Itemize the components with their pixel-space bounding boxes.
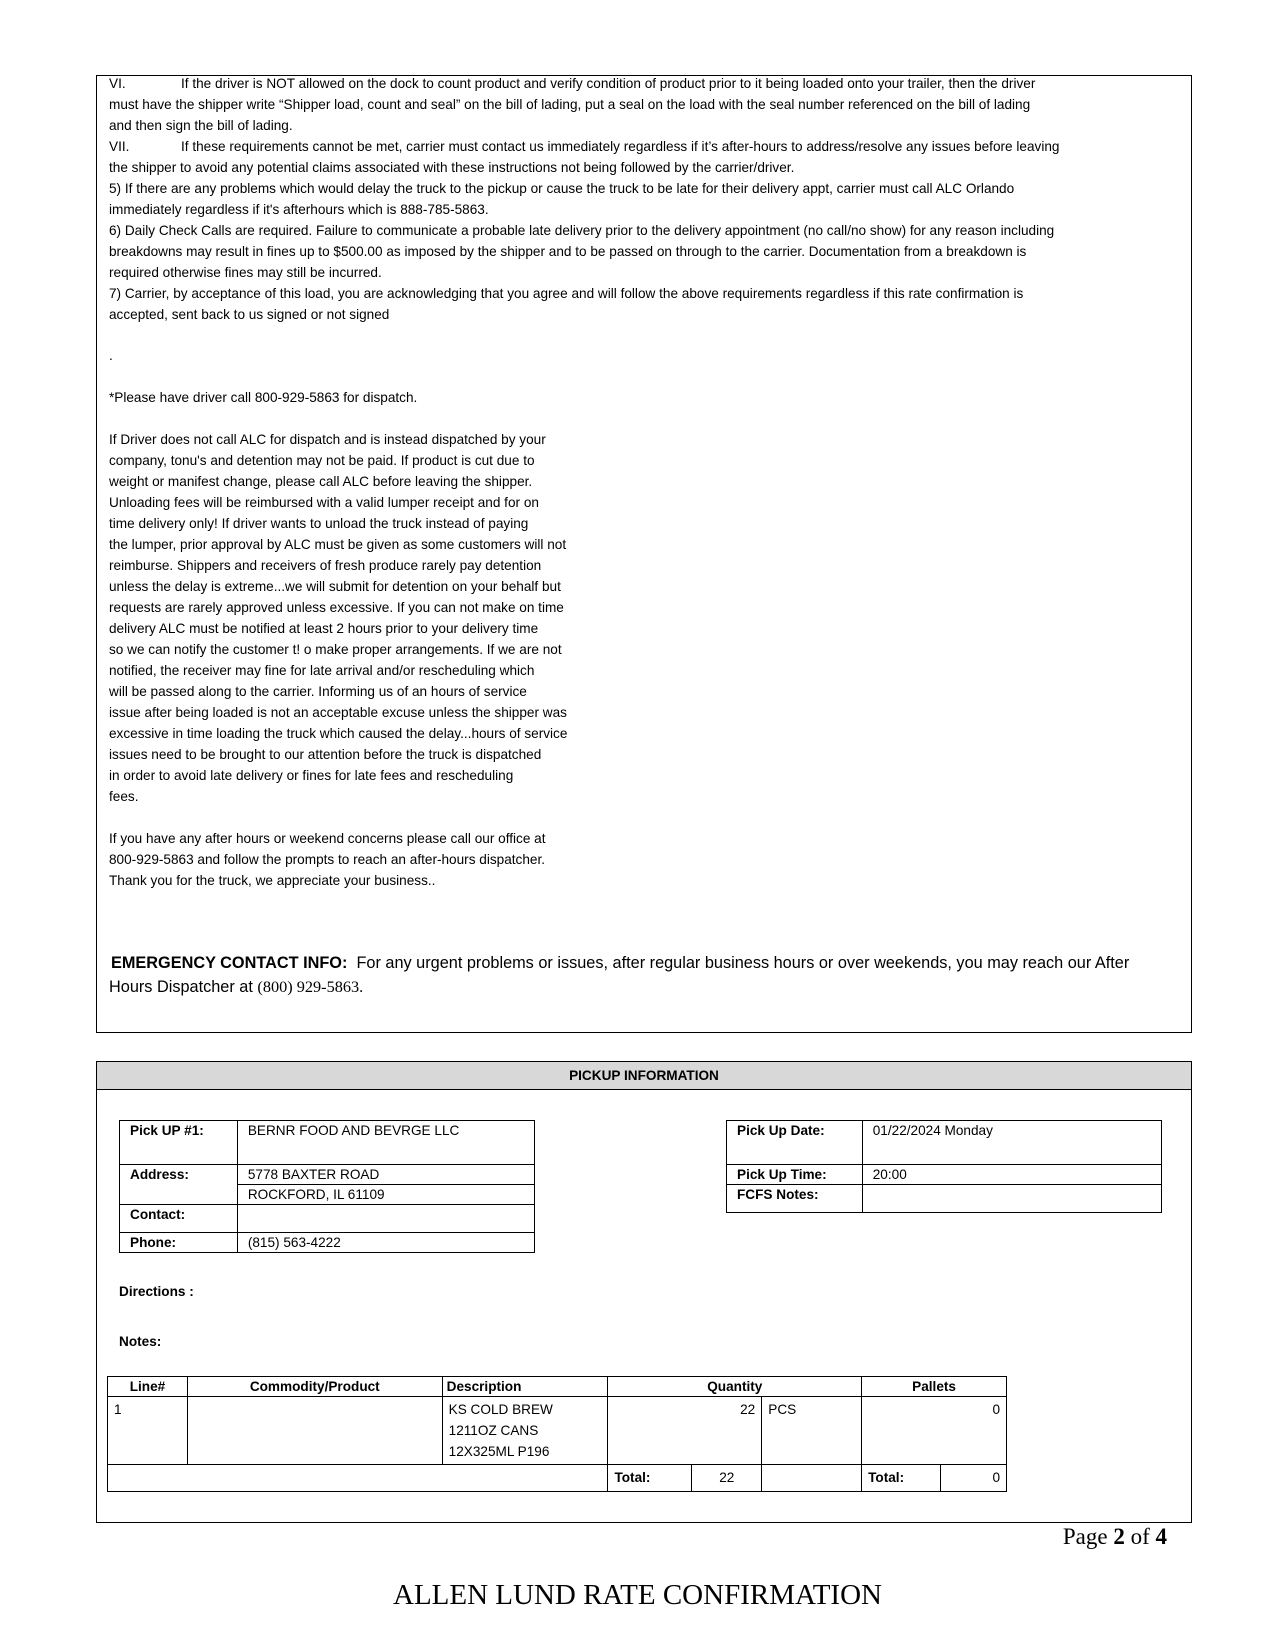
driver-note-line: unless the delay is extreme...we will submit for detention on your behalf but [109, 579, 561, 594]
fcfs-notes-value [862, 1185, 1161, 1213]
driver-note-line: delivery ALC must be notified at least 2 hours prior to your delivery time [109, 621, 539, 636]
pallets-total: 0 [941, 1465, 1007, 1492]
driver-note-line: company, tonu's and detention may not be paid. If product is cut due to [109, 453, 535, 468]
driver-note-line: fees. [109, 789, 139, 804]
driver-note-line: the lumper, prior approval by ALC must be given as some customers will not [109, 537, 567, 552]
col-description-header: Description [442, 1377, 608, 1397]
emergency-contact-label: EMERGENCY CONTACT INFO: [111, 954, 348, 972]
pickup-location-table [119, 1120, 535, 1253]
driver-note-line: will be passed along to the carrier. Informing us of an hours of service [109, 684, 527, 699]
term-vii-line1: VII. If these requirements cannot be met, carrier must contact us immediately regardless if it’s after-hours to address/resolve any issues before leaving [109, 139, 1060, 154]
term-6-line3: required otherwise fines may still be incurred. [109, 265, 382, 280]
total-pages: 4 [1155, 1524, 1167, 1549]
emergency-contact-line1: EMERGENCY CONTACT INFO: For any urgent problems or issues, after regular business hours or over weekends, you may reach our After [111, 954, 1130, 972]
commodity-table [107, 1376, 1007, 1492]
after-hours-line: Thank you for the truck, we appreciate your business.. [109, 873, 436, 888]
pickup-time-value: 20:00 [862, 1165, 1161, 1185]
driver-note-line: in order to avoid late delivery or fines for late fees and rescheduling [109, 768, 514, 783]
pickup-date-value: 01/22/2024 Monday [862, 1121, 1161, 1165]
driver-note-line: excessive in time loading the truck which caused the delay...hours of service [109, 726, 568, 741]
after-hours-line: 800-929-5863 and follow the prompts to reach an after-hours dispatcher. [109, 852, 546, 867]
quantity-total: 22 [692, 1465, 762, 1492]
driver-note-line: weight or manifest change, please call ALC before leaving the shipper. [109, 474, 533, 489]
driver-note-line: If Driver does not call ALC for dispatch and is instead dispatched by your [109, 432, 546, 447]
emergency-phone: (800) 929-5863 [257, 977, 360, 996]
col-commodity-header: Commodity/Product [187, 1377, 442, 1397]
pickup-information-section [96, 1061, 1192, 1523]
driver-note-line: reimburse. Shippers and receivers of fresh produce rarely pay detention [109, 558, 542, 573]
term-vi-line2: must have the shipper write “Shipper load, count and seal” on the bill of lading, put a seal on the load with the seal number referenced on the bill of lading [109, 97, 1031, 112]
row-quantity-unit: PCS [762, 1397, 862, 1465]
term-vi-line3: and then sign the bill of lading. [109, 118, 293, 133]
address-label: Address: [120, 1165, 238, 1185]
driver-note-line: requests are rarely approved unless excessive. If you can not make on time [109, 600, 564, 615]
driver-note-line: so we can notify the customer t! o make proper arrangements. If we are not [109, 642, 562, 657]
row-description: KS COLD BREW 1211OZ CANS 12X325ML P196 [442, 1397, 608, 1465]
current-page: 2 [1113, 1524, 1125, 1549]
col-pallets-header: Pallets [862, 1377, 1007, 1397]
pickup-time-label: Pick Up Time: [727, 1165, 863, 1185]
notes-label: Notes: [119, 1334, 162, 1349]
dispatch-call-note: *Please have driver call 800-929-5863 for dispatch. [109, 390, 418, 405]
phone-value: (815) 563-4222 [237, 1233, 534, 1253]
address-line1: 5778 BAXTER ROAD [237, 1165, 534, 1185]
pickup-name: BERNR FOOD AND BEVRGE LLC [237, 1121, 534, 1165]
term-7-line1: 7) Carrier, by acceptance of this load, you are acknowledging that you agree and will follow the above requirements regardless if this rate confirmation is [109, 286, 1024, 301]
driver-note-line: time delivery only! If driver wants to unload the truck instead of paying [109, 516, 529, 531]
driver-note-line: issue after being loaded is not an acceptable excuse unless the shipper was [109, 705, 567, 720]
term-vii-line2: the shipper to avoid any potential claims associated with these instructions not being followed by the carrier/driver. [109, 160, 795, 175]
terms-box [96, 75, 1192, 1033]
pallets-total-label: Total: [862, 1465, 941, 1492]
term-6-line1: 6) Daily Check Calls are required. Failure to communicate a probable late delivery prior to the delivery appointment (no call/no show) for any reason including [109, 223, 1055, 238]
contact-value [237, 1205, 534, 1233]
totals-row [108, 1465, 1007, 1492]
term-6-line2: breakdowns may result in fines up to $500.00 as imposed by the shipper and to be passed on through to the carrier. Documentation from a breakdown is [109, 244, 1027, 259]
row-commodity [187, 1397, 442, 1465]
after-hours-line: If you have any after hours or weekend concerns please call our office at [109, 831, 546, 846]
pickup-date-label: Pick Up Date: [727, 1121, 863, 1165]
driver-note-line: Unloading fees will be reimbursed with a valid lumper receipt and for on [109, 495, 539, 510]
page-number: Page 2 of 4 [1062, 1524, 1167, 1549]
directions-label: Directions : [119, 1284, 194, 1299]
table-row [108, 1397, 1007, 1465]
phone-label: Phone: [120, 1233, 238, 1253]
col-line-header: Line# [108, 1377, 188, 1397]
quantity-total-label: Total: [608, 1465, 692, 1492]
term-dot: . [109, 348, 113, 363]
fcfs-notes-label: FCFS Notes: [727, 1185, 863, 1213]
address-line2: ROCKFORD, IL 61109 [237, 1185, 534, 1205]
driver-note-line: notified, the receiver may fine for late arrival and/or rescheduling which [109, 663, 535, 678]
col-quantity-header: Quantity [608, 1377, 862, 1397]
row-quantity: 22 [608, 1397, 762, 1465]
pickup-information-header: PICKUP INFORMATION [97, 1062, 1191, 1090]
row-line-number: 1 [108, 1397, 188, 1465]
term-5-line1: 5) If there are any problems which would delay the truck to the pickup or cause the truck to be late for their delivery appt, carrier must call ALC Orlando [109, 181, 1015, 196]
row-pallets: 0 [862, 1397, 1007, 1465]
driver-note-line: issues need to be brought to our attention before the truck is dispatched [109, 747, 542, 762]
contact-label: Contact: [120, 1205, 238, 1233]
term-7-line2: accepted, sent back to us signed or not signed [109, 307, 390, 322]
term-5-line2: immediately regardless if it's afterhours which is 888-785-5863. [109, 202, 489, 217]
term-vi-line1: VI. If the driver is NOT allowed on the dock to count product and verify condition of product prior to it being loaded onto your trailer, then the driver [109, 76, 1036, 91]
emergency-contact-line2: Hours Dispatcher at (800) 929-5863. [109, 977, 364, 996]
pickup-number-label: Pick UP #1: [120, 1121, 238, 1165]
pickup-schedule-table [726, 1120, 1162, 1213]
document-footer-title: ALLEN LUND RATE CONFIRMATION [393, 1579, 882, 1611]
